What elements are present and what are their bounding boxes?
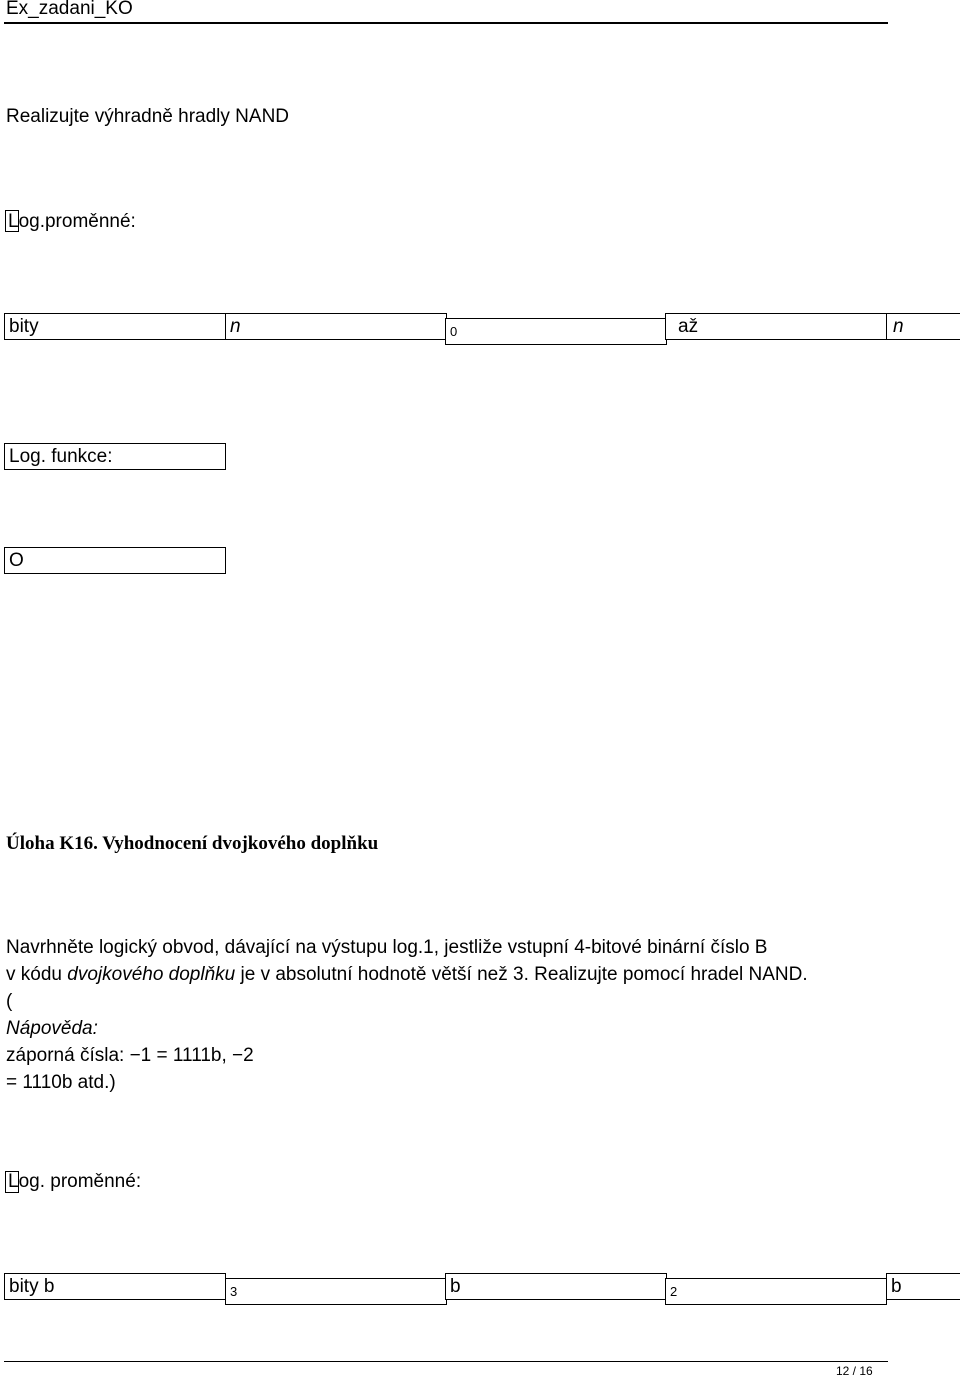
bits2-label: bity b	[9, 1276, 55, 1297]
bits-sep: až	[678, 316, 699, 337]
bits-var2-field[interactable]	[886, 313, 960, 340]
task-line-3: (	[6, 991, 13, 1012]
bits2-var3: b	[891, 1276, 902, 1297]
log-vars-label-2: Log. proměnné:	[8, 1171, 142, 1192]
document-title: Ex_zadani_KO	[6, 0, 133, 19]
bits2-label-field[interactable]	[4, 1273, 226, 1300]
hint-line-2: = 1110b atd.)	[6, 1072, 116, 1093]
title-rule	[4, 22, 888, 24]
bits2-sub2: 2	[670, 1284, 678, 1299]
bits2-sub1: 3	[230, 1284, 238, 1299]
bits2-sub2-field[interactable]	[665, 1278, 887, 1305]
log-vars-label: Log.proměnné:	[8, 211, 136, 232]
bits2-var3-field[interactable]	[886, 1273, 960, 1300]
bits2-var2: b	[450, 1276, 461, 1297]
log-func-label: Log. funkce:	[9, 446, 113, 467]
bits-label-field[interactable]	[4, 313, 226, 340]
bits2-var2-field[interactable]	[445, 1273, 667, 1300]
bits-var2: n	[893, 316, 904, 337]
bits-label: bity	[9, 316, 39, 337]
output-label: O	[9, 550, 24, 571]
task-paragraph	[6, 934, 808, 1096]
bits-var1-field[interactable]	[225, 313, 447, 340]
task-heading: Úloha K16. Vyhodnocení dvojkového doplňku	[6, 833, 379, 854]
bits-sep-field[interactable]	[665, 313, 887, 340]
task-line-2-italic: dvojkového doplňku	[67, 964, 236, 985]
task-line-2	[6, 961, 808, 988]
output-field[interactable]	[4, 547, 226, 574]
hint-label: Nápověda:	[6, 1018, 98, 1039]
bits2-sub1-field[interactable]	[225, 1278, 447, 1305]
task-line-1: Navrhněte logický obvod, dávající na výstupu log.1, jestliže vstupní 4-bitové binární číslo B	[6, 937, 768, 958]
footer-rule	[4, 1361, 888, 1362]
bits-sub1: 0	[450, 324, 458, 339]
task-line-2-start: v kódu	[6, 964, 68, 985]
bits-sub1-field[interactable]	[445, 318, 667, 345]
hint-line-1: záporná čísla: −1 = 1111b, −2	[6, 1045, 254, 1066]
bits-var1: n	[230, 316, 241, 337]
instruction-text: Realizujte výhradně hradly NAND	[6, 106, 290, 127]
task-line-2-end: je v absolutní hodnotě větší než 3. Realizujte pomocí hradel NAND.	[235, 964, 808, 985]
page-number: 12 / 16	[836, 1364, 873, 1378]
log-func-field[interactable]	[4, 443, 226, 470]
